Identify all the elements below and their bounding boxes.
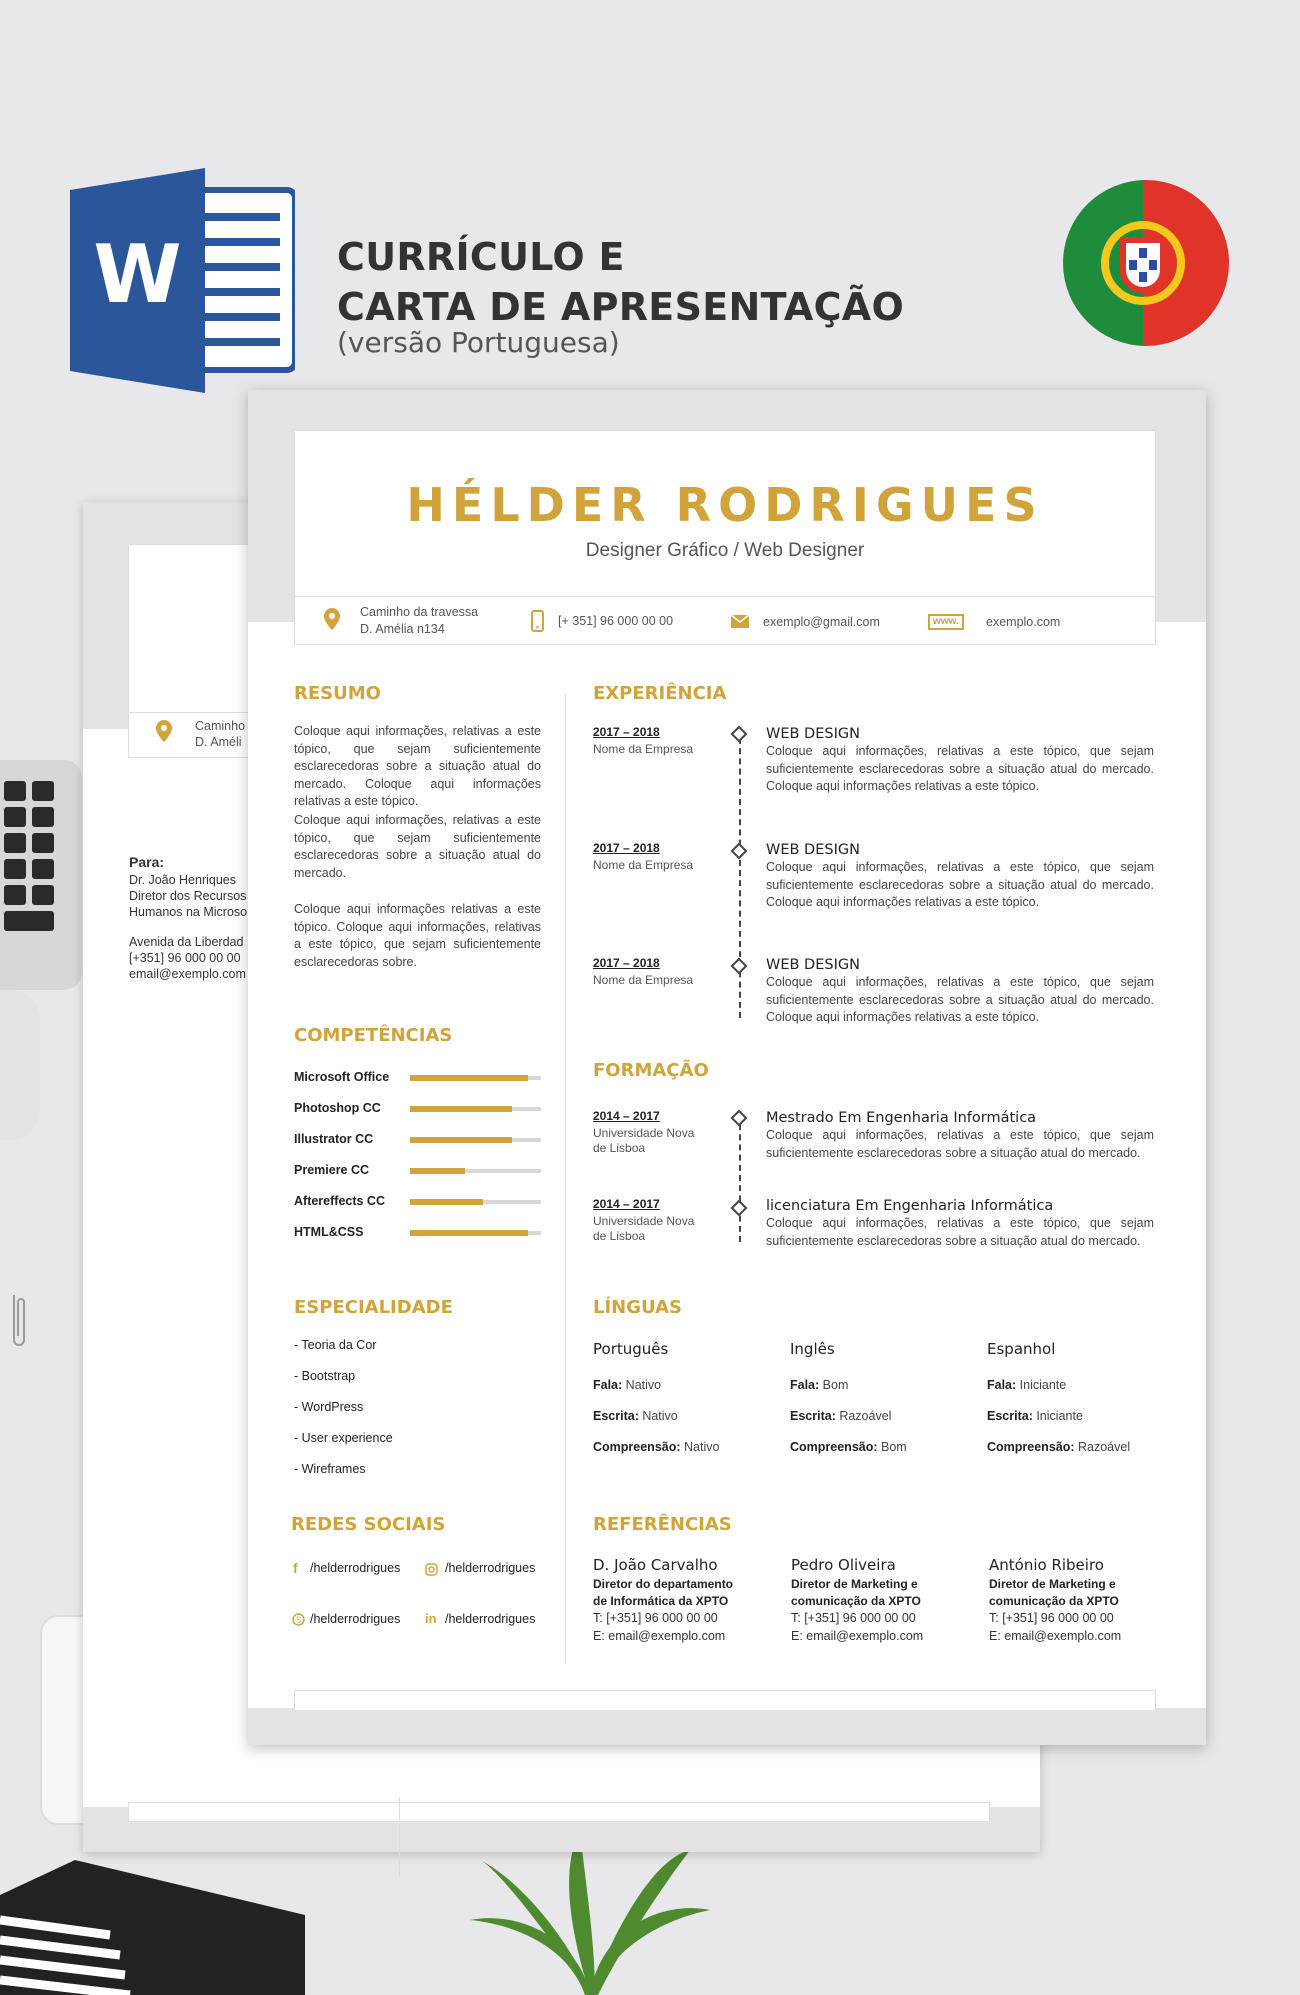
letter-recipient-role1: Diretor dos Recursos [129, 889, 247, 903]
language-1-compreensao-value: Nativo [680, 1440, 720, 1454]
reference-role1-1: Diretor do departamento [593, 1577, 734, 1591]
skill-bar-fill-3 [410, 1137, 512, 1143]
skill-bar-fill-2 [410, 1106, 512, 1112]
promo-title [337, 232, 904, 332]
skill-name-6: HTML&CSS [294, 1225, 364, 1239]
language-1-compreensao-label: Compreensão: [593, 1440, 681, 1454]
promo-title-line1: CURRÍCULO E [337, 235, 625, 279]
edu-2-school-line1: Universidade Nova [593, 1214, 695, 1228]
instagram-icon [425, 1563, 438, 1576]
keyboard-keys-icon [0, 775, 70, 985]
language-1-fala-value: Nativo [622, 1378, 662, 1392]
social-linkedin: /helderrodrigues [445, 1612, 536, 1626]
language-2-compreensao-value: Bom [877, 1440, 907, 1454]
especialidade-item-2: - Bootstrap [294, 1369, 356, 1383]
language-3-compreensao-value: Razoável [1074, 1440, 1131, 1454]
language-3-compreensao [987, 1440, 1130, 1454]
section-title-resumo: RESUMO [294, 683, 381, 704]
timeline-diamond-icon [731, 958, 748, 975]
exp-2-desc: Coloque aqui informações, relativas a este tópico, que sejam suficientemente esclarecedoras sobre a situação atual do mercado. Coloque aqui informações relativas a este tópico. [766, 860, 1154, 909]
contact-website: exemplo.com [986, 615, 1061, 629]
language-2-escrita [790, 1409, 891, 1423]
especialidade-item-3: - WordPress [294, 1400, 364, 1414]
language-3-fala-label: Fala: [987, 1378, 1017, 1392]
social-skype: /helderrodrigues [310, 1612, 401, 1626]
exp-2-company: Nome da Empresa [593, 858, 694, 872]
letter-address-line2: D. Améli [195, 735, 242, 749]
section-title-competencias: COMPETÊNCIAS [294, 1025, 453, 1046]
reference-email-2: E: email@exemplo.com [791, 1629, 924, 1643]
exp-3-job: WEB DESIGN [766, 957, 860, 973]
section-title-especialidade: ESPECIALIDADE [294, 1297, 453, 1318]
exp-2-job: WEB DESIGN [766, 842, 860, 858]
contact-address-line1: Caminho da travessa [360, 605, 479, 619]
skill-bar-5 [410, 1200, 541, 1204]
section-title-experiencia: EXPERIÊNCIA [593, 683, 727, 704]
edu-1-school-line1: Universidade Nova [593, 1126, 695, 1140]
skill-name-2: Photoshop CC [294, 1101, 381, 1115]
promo-subtitle: (versão Portuguesa) [337, 326, 620, 359]
resumo-paragraph-3: Coloque aqui informações relativas a este tópico. Coloque aqui informações, relativas a este tópico, que sejam suficientemente esclarecedoras sobre. [294, 902, 541, 969]
skill-bar-4 [410, 1169, 541, 1173]
language-3-fala [987, 1378, 1066, 1392]
timeline-diamond-icon [731, 726, 748, 743]
linkedin-icon: in [425, 1611, 437, 1626]
edu-2-desc: Coloque aqui informações, relativas a este tópico, que sejam suficientemente esclarecedoras sobre a situação atual do mercado. [766, 1216, 1154, 1248]
timeline-diamond-icon [731, 1200, 748, 1217]
language-1-fala [593, 1378, 661, 1392]
language-1-escrita-value: Nativo [638, 1409, 678, 1423]
contact-email: exemplo@gmail.com [763, 615, 880, 629]
edu-1-desc: Coloque aqui informações, relativas a este tópico, que sejam suficientemente esclarecedoras sobre a situação atual do mercado. [766, 1128, 1154, 1160]
svg-text:S: S [295, 1615, 302, 1625]
reference-name-3: António Ribeiro [989, 1556, 1104, 1574]
exp-3-company: Nome da Empresa [593, 973, 694, 987]
especialidade-item-4: - User experience [294, 1431, 393, 1445]
letter-recipient-name: Dr. João Henriques [129, 873, 237, 887]
cv-page [248, 390, 1206, 1745]
timeline-diamond-icon [731, 1110, 748, 1127]
language-2-compreensao-label: Compreensão: [790, 1440, 878, 1454]
exp-1-desc: Coloque aqui informações, relativas a este tópico, que sejam suficientemente esclarecedoras sobre a situação atual do mercado. Coloque aqui informações relativas a este tópico. [766, 744, 1154, 793]
location-pin-icon [324, 608, 340, 630]
social-facebook: /helderrodrigues [310, 1561, 401, 1575]
reference-role2-2: comunicação da XPTO [791, 1594, 921, 1608]
edu-2-date: 2014 – 2017 [593, 1197, 660, 1211]
especialidade-item-5: - Wireframes [294, 1462, 366, 1476]
language-3-escrita-label: Escrita: [987, 1409, 1033, 1423]
reference-role1-2: Diretor de Marketing e [791, 1577, 918, 1591]
skill-name-1: Microsoft Office [294, 1070, 390, 1084]
paperclip-icon [8, 1290, 28, 1360]
language-1-escrita [593, 1409, 678, 1423]
reference-name-1: D. João Carvalho [593, 1556, 718, 1574]
skill-bar-1 [410, 1076, 541, 1080]
language-2-escrita-value: Razoável [835, 1409, 892, 1423]
exp-3-desc: Coloque aqui informações, relativas a este tópico, que sejam suficientemente esclarecedoras sobre a situação atual do mercado. Coloque aqui informações relativas a este tópico. [766, 975, 1154, 1024]
edu-1-school-line2: de Lisboa [593, 1141, 646, 1155]
reference-email-1: E: email@exemplo.com [593, 1629, 726, 1643]
language-3-escrita [987, 1409, 1083, 1423]
skype-icon [292, 1613, 305, 1626]
language-2-compreensao [790, 1440, 907, 1454]
skill-bar-3 [410, 1138, 541, 1142]
language-1-fala-label: Fala: [593, 1378, 623, 1392]
reference-role2-3: comunicação da XPTO [989, 1594, 1119, 1608]
language-1-compreensao [593, 1440, 719, 1454]
section-title-formacao: FORMAÇÃO [593, 1060, 709, 1081]
especialidade-item-1: - Teoria da Cor [294, 1338, 377, 1352]
language-name-2: Inglês [790, 1340, 835, 1358]
exp-2-date: 2017 – 2018 [593, 841, 660, 855]
reference-name-2: Pedro Oliveira [791, 1556, 896, 1574]
exp-3-date: 2017 – 2018 [593, 956, 660, 970]
language-3-compreensao-label: Compreensão: [987, 1440, 1075, 1454]
exp-1-company: Nome da Empresa [593, 742, 694, 756]
language-name-1: Português [593, 1340, 669, 1358]
edu-2-degree: licenciatura Em Engenharia Informática [766, 1198, 1054, 1214]
section-title-referencias: REFERÊNCIAS [593, 1514, 732, 1535]
language-name-3: Espanhol [987, 1340, 1056, 1358]
letter-to-label: Para: [129, 854, 165, 870]
reference-email-3: E: email@exemplo.com [989, 1629, 1122, 1643]
contact-address-line2: D. Amélia n134 [360, 622, 445, 636]
skill-bar-6 [410, 1231, 541, 1235]
skill-name-3: Illustrator CC [294, 1132, 374, 1146]
reference-phone-2: T: [+351] 96 000 00 00 [791, 1611, 916, 1625]
languages-grid [593, 1340, 1163, 1460]
reference-phone-1: T: [+351] 96 000 00 00 [593, 1611, 718, 1625]
references-grid [593, 1556, 1163, 1656]
edu-1-degree: Mestrado Em Engenharia Informática [766, 1110, 1037, 1126]
reference-role2-1: de Informática da XPTO [593, 1594, 729, 1608]
letter-phone: [+351] 96 000 00 00 [129, 951, 241, 965]
language-2-fala-label: Fala: [790, 1378, 820, 1392]
promo-title-line2: CARTA DE APRESENTAÇÃO [337, 285, 905, 329]
facebook-icon: f [293, 1560, 298, 1576]
word-logo-letter: W [93, 228, 182, 321]
social-instagram: /helderrodrigues [445, 1561, 536, 1575]
plant-icon [460, 1830, 720, 1995]
striped-notebook [0, 1855, 305, 1995]
exp-1-job: WEB DESIGN [766, 726, 860, 742]
cv-name: HÉLDER RODRIGUES [406, 478, 1044, 532]
www-icon: www. [928, 614, 964, 630]
skill-name-4: Premiere CC [294, 1163, 370, 1177]
skills-list [294, 1070, 544, 1250]
laptop-trackpad [0, 990, 40, 1140]
skill-bar-fill-1 [410, 1075, 528, 1081]
contact-phone: [+ 351] 96 000 00 00 [558, 614, 674, 628]
skill-bar-fill-5 [410, 1199, 483, 1205]
language-3-escrita-value: Iniciante [1032, 1409, 1083, 1423]
letter-email: email@exemplo.com [129, 967, 246, 981]
education-timeline [739, 1114, 741, 1242]
experience-timeline [739, 728, 741, 1018]
letter-address-line1: Caminho [195, 719, 246, 733]
exp-1-date: 2017 – 2018 [593, 725, 660, 739]
language-2-fala [790, 1378, 848, 1392]
cv-role: Designer Gráfico / Web Designer [585, 540, 865, 561]
letter-address: Avenida da Liberdad [129, 935, 244, 949]
timeline-diamond-icon [731, 843, 748, 860]
language-2-escrita-label: Escrita: [790, 1409, 836, 1423]
skill-bar-2 [410, 1107, 541, 1111]
reference-phone-3: T: [+351] 96 000 00 00 [989, 1611, 1114, 1625]
language-2-fala-value: Bom [819, 1378, 849, 1392]
resumo-paragraph-2: Coloque aqui informações, relativas a este tópico, que sejam suficientemente esclarecedoras sobre a situação atual do mercado. [294, 813, 541, 880]
edu-1-date: 2014 – 2017 [593, 1109, 660, 1123]
letter-recipient-role2: Humanos na Microso [129, 905, 248, 919]
language-3-fala-value: Iniciante [1016, 1378, 1067, 1392]
portugal-flag-icon [1063, 180, 1229, 346]
location-pin-icon [156, 720, 172, 742]
language-1-escrita-label: Escrita: [593, 1409, 639, 1423]
skill-bar-fill-4 [410, 1168, 465, 1174]
section-title-linguas: LÍNGUAS [593, 1297, 682, 1318]
reference-role1-3: Diretor de Marketing e [989, 1577, 1116, 1591]
resumo-paragraph-1: Coloque aqui informações, relativas a este tópico, que sejam suficientemente esclarecedoras sobre a situação atual do mercado. Coloque aqui informações relativas a este tópico. [294, 724, 541, 808]
skill-name-5: Aftereffects CC [294, 1194, 385, 1208]
section-title-redes-sociais: REDES SOCIAIS [291, 1514, 446, 1535]
phone-icon [531, 610, 544, 632]
skill-bar-fill-6 [410, 1230, 528, 1236]
edu-2-school-line2: de Lisboa [593, 1229, 646, 1243]
email-icon [731, 615, 749, 628]
